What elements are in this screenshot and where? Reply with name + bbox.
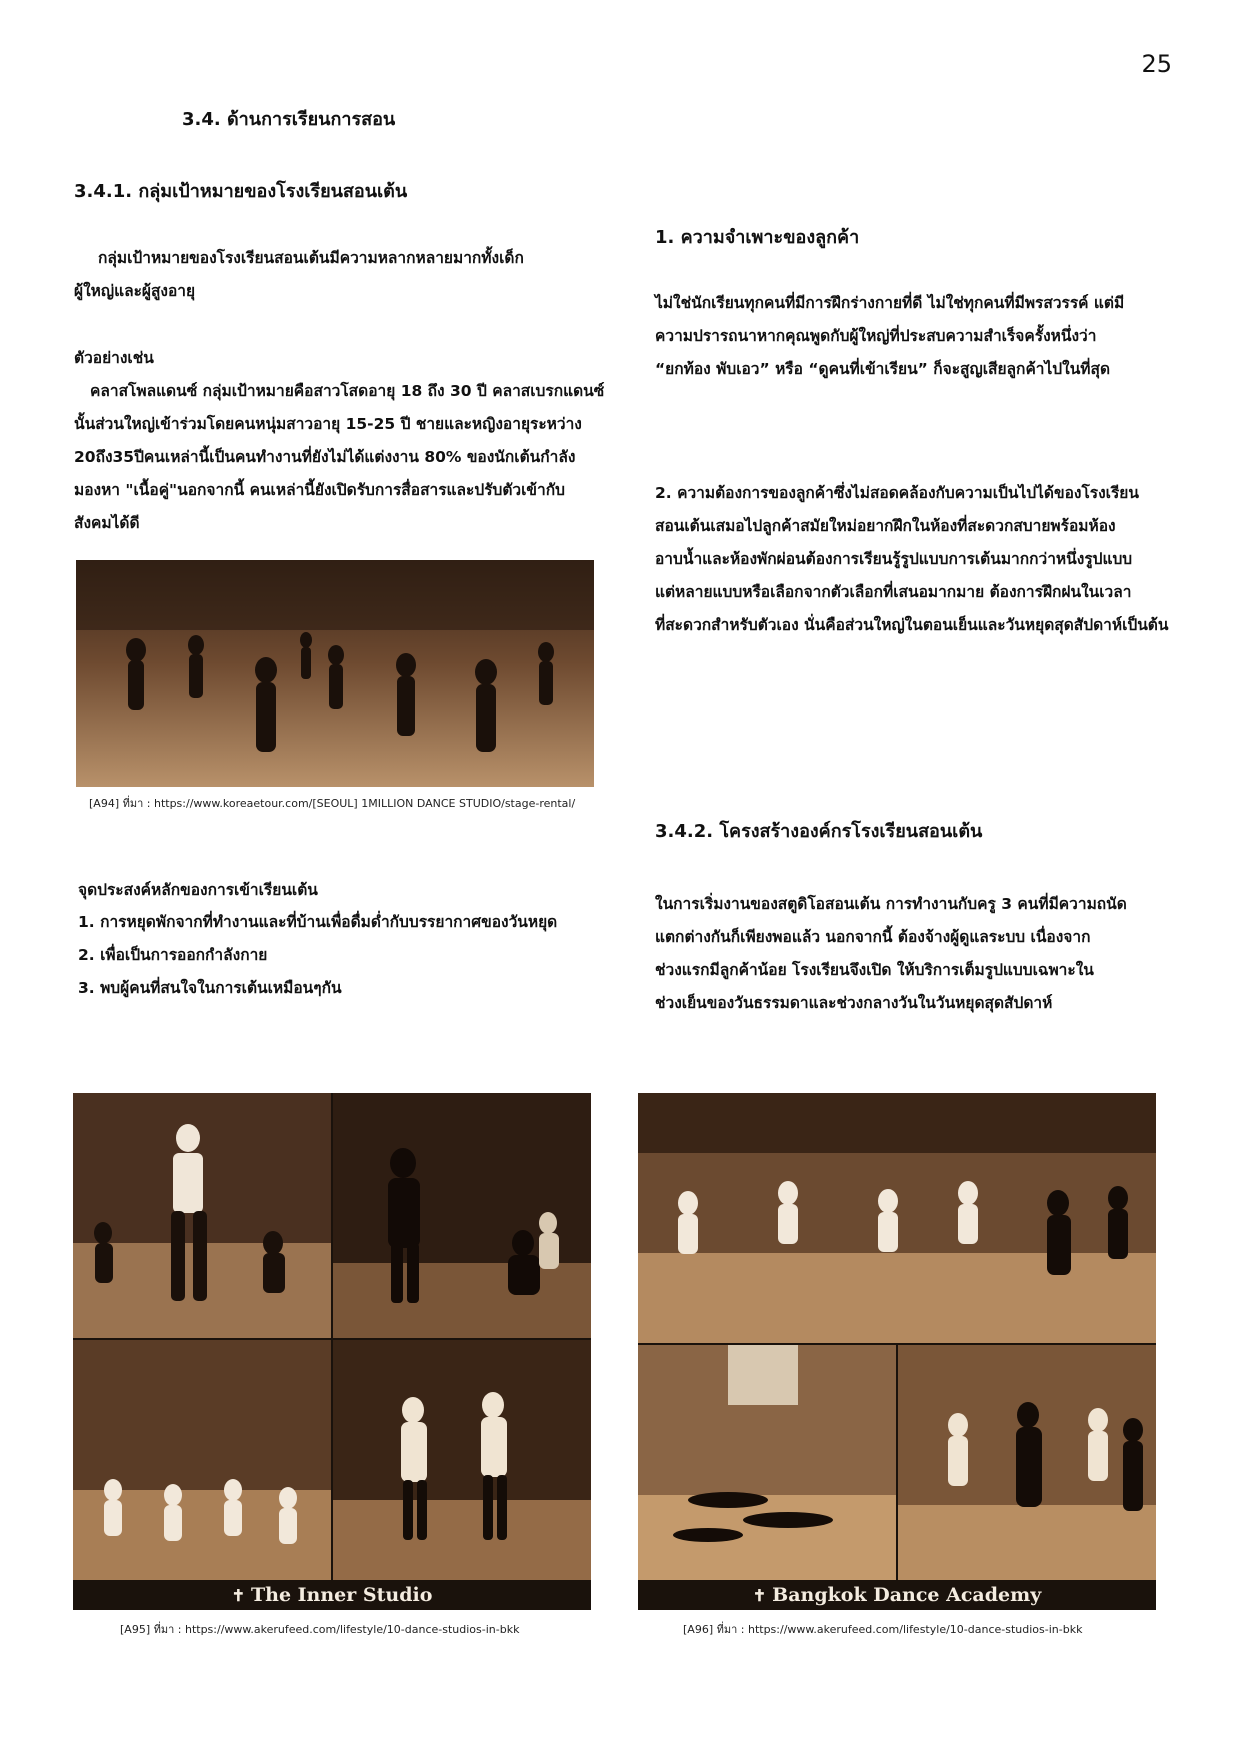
intro-line: ผู้ใหญ่และผู้สูงอายุ — [74, 282, 196, 300]
collage-photo — [73, 1340, 331, 1580]
purpose-item: 3. พบผู้คนที่สนใจในการเต้นเหมือนๆกัน — [78, 979, 342, 997]
structure-line: แตกต่างกันก็เพียงพอแล้ว นอกจากนี้ ต้องจ้างผู้ดูแลระบบ เนื่องจาก — [655, 928, 1091, 946]
collage-photo — [73, 1093, 331, 1338]
structure-line: ในการเริ่มงานของสตูดิโอสอนเต้น การทำงานกับครู 3 คนที่มีความถนัด — [655, 895, 1127, 913]
needs-line: ที่สะดวกสำหรับตัวเอง นั่นคือส่วนใหญ่ในตอนเย็นและวันหยุดสุดสัปดาห์เป็นต้น — [655, 616, 1169, 634]
brand-name: The Inner Studio — [251, 1584, 433, 1606]
brand-banner — [638, 1580, 1156, 1610]
collage-photo — [898, 1345, 1156, 1580]
purposes-list — [78, 906, 638, 1005]
collage-photo — [638, 1345, 896, 1580]
brand-banner — [73, 1580, 591, 1610]
example-line: มองหา "เนื้อคู่"นอกจากนี้ คนเหล่านี้ยังเปิดรับการสื่อสารและปรับตัวเข้ากับ — [74, 481, 565, 499]
structure-line: ช่วงแรกมีลูกค้าน้อย โรงเรียนจึงเปิด ให้บริการเต็มรูปแบบเฉพาะใน — [655, 961, 1094, 979]
structure-paragraph — [655, 888, 1185, 1020]
customer-needs-paragraph — [655, 477, 1195, 642]
needs-line: อาบน้ำและห้องพักผ่อนต้องการเรียนรู้รูปแบบการเต้นมากกว่าหนึ่งรูปแบบ — [655, 550, 1133, 568]
example-line: 20ถึง35ปีคนเหล่านี้เป็นคนทำงานที่ยังไม่ได้แต่งงาน 80% ของนักเต้นกำลัง — [74, 448, 576, 466]
example-label: ตัวอย่างเช่น — [74, 349, 154, 367]
bangkok-dance-academy-collage-a96 — [638, 1093, 1156, 1610]
needs-line: สอนเต้นเสมอไปลูกค้าสมัยใหม่อยากฝึกในห้องที่สะดวกสบายพร้อมห้อง — [655, 517, 1116, 535]
purposes-heading: จุดประสงค์หลักของการเข้าเรียนเต้น — [78, 881, 318, 899]
purpose-item: 1. การหยุดพักจากที่ทำงานและที่บ้านเพื่อดื่มด่ำกับบรรยากาศของวันหยุด — [78, 913, 558, 931]
collage-photo — [638, 1093, 1156, 1343]
inner-studio-collage-a95 — [73, 1093, 591, 1610]
page-number: 25 — [1141, 50, 1172, 78]
customer-paragraph — [655, 287, 1185, 386]
needs-line: 2. ความต้องการของลูกค้าซึ่งไม่สอดคล้องกับความเป็นไปได้ของโรงเรียน — [655, 484, 1139, 502]
section-title: 3.4. ด้านการเรียนการสอน — [182, 109, 396, 130]
brand-name: Bangkok Dance Academy — [772, 1584, 1042, 1606]
figure-caption-a96: [A96] ที่มา : https://www.akerufeed.com/lifestyle/10-dance-studios-in-bkk — [683, 1623, 1083, 1636]
customer-line: ไม่ใช่นักเรียนทุกคนที่มีการฝึกร่างกายที่ดี ไม่ใช่ทุกคนที่มีพรสวรรค์ แต่มี — [655, 294, 1125, 312]
dancer-icon: ✝ — [231, 1586, 246, 1605]
target-group-heading: 3.4.1. กลุ่มเป้าหมายของโรงเรียนสอนเต้น — [74, 181, 408, 202]
target-group-intro — [74, 242, 614, 308]
needs-line: แต่หลายแบบหรือเลือกจากตัวเลือกที่เสนอมากมาย ต้องการฝึกฝนในเวลา — [655, 583, 1132, 601]
dance-studio-photo-a94 — [76, 560, 594, 787]
example-line: นั้นส่วนใหญ่เข้าร่วมโดยคนหนุ่มสาวอายุ 15-25 ปี ชายและหญิงอายุระหว่าง — [74, 415, 582, 433]
intro-line: กลุ่มเป้าหมายของโรงเรียนสอนเต้นมีความหลากหลายมากทั้งเด็ก — [98, 249, 524, 267]
collage-photo — [333, 1340, 591, 1580]
example-line: คลาสโพลแดนซ์ กลุ่มเป้าหมายคือสาวโสดอายุ 18 ถึง 30 ปี คลาสเบรกแดนซ์ — [90, 382, 605, 400]
collage-photo — [333, 1093, 591, 1338]
structure-line: ช่วงเย็นของวันธรรมดาและช่วงกลางวันในวันหยุดสุดสัปดาห์ — [655, 994, 1053, 1012]
figure-caption-a95: [A95] ที่มา : https://www.akerufeed.com/lifestyle/10-dance-studios-in-bkk — [120, 1623, 520, 1636]
structure-heading: 3.4.2. โครงสร้างองค์กรโรงเรียนสอนเต้น — [655, 821, 983, 842]
customer-line: ความปรารถนาหากคุณพูดกับผู้ใหญ่ที่ประสบความสำเร็จครั้งหนึ่งว่า — [655, 327, 1097, 345]
example-paragraph — [74, 375, 619, 540]
dancer-icon: ✝ — [752, 1586, 767, 1605]
figure-caption-a94: [A94] ที่มา : https://www.koreaetour.com/[SEOUL] 1MILLION DANCE STUDIO/stage-rental/ — [89, 797, 576, 810]
customer-heading: 1. ความจำเพาะของลูกค้า — [655, 227, 860, 248]
example-line: สังคมได้ดี — [74, 514, 140, 532]
customer-line: “ยกท้อง พับเอว” หรือ “ดูคนที่เข้าเรียน” ก็จะสูญเสียลูกค้าไปในที่สุด — [655, 360, 1111, 378]
purpose-item: 2. เพื่อเป็นการออกกำลังกาย — [78, 946, 268, 964]
